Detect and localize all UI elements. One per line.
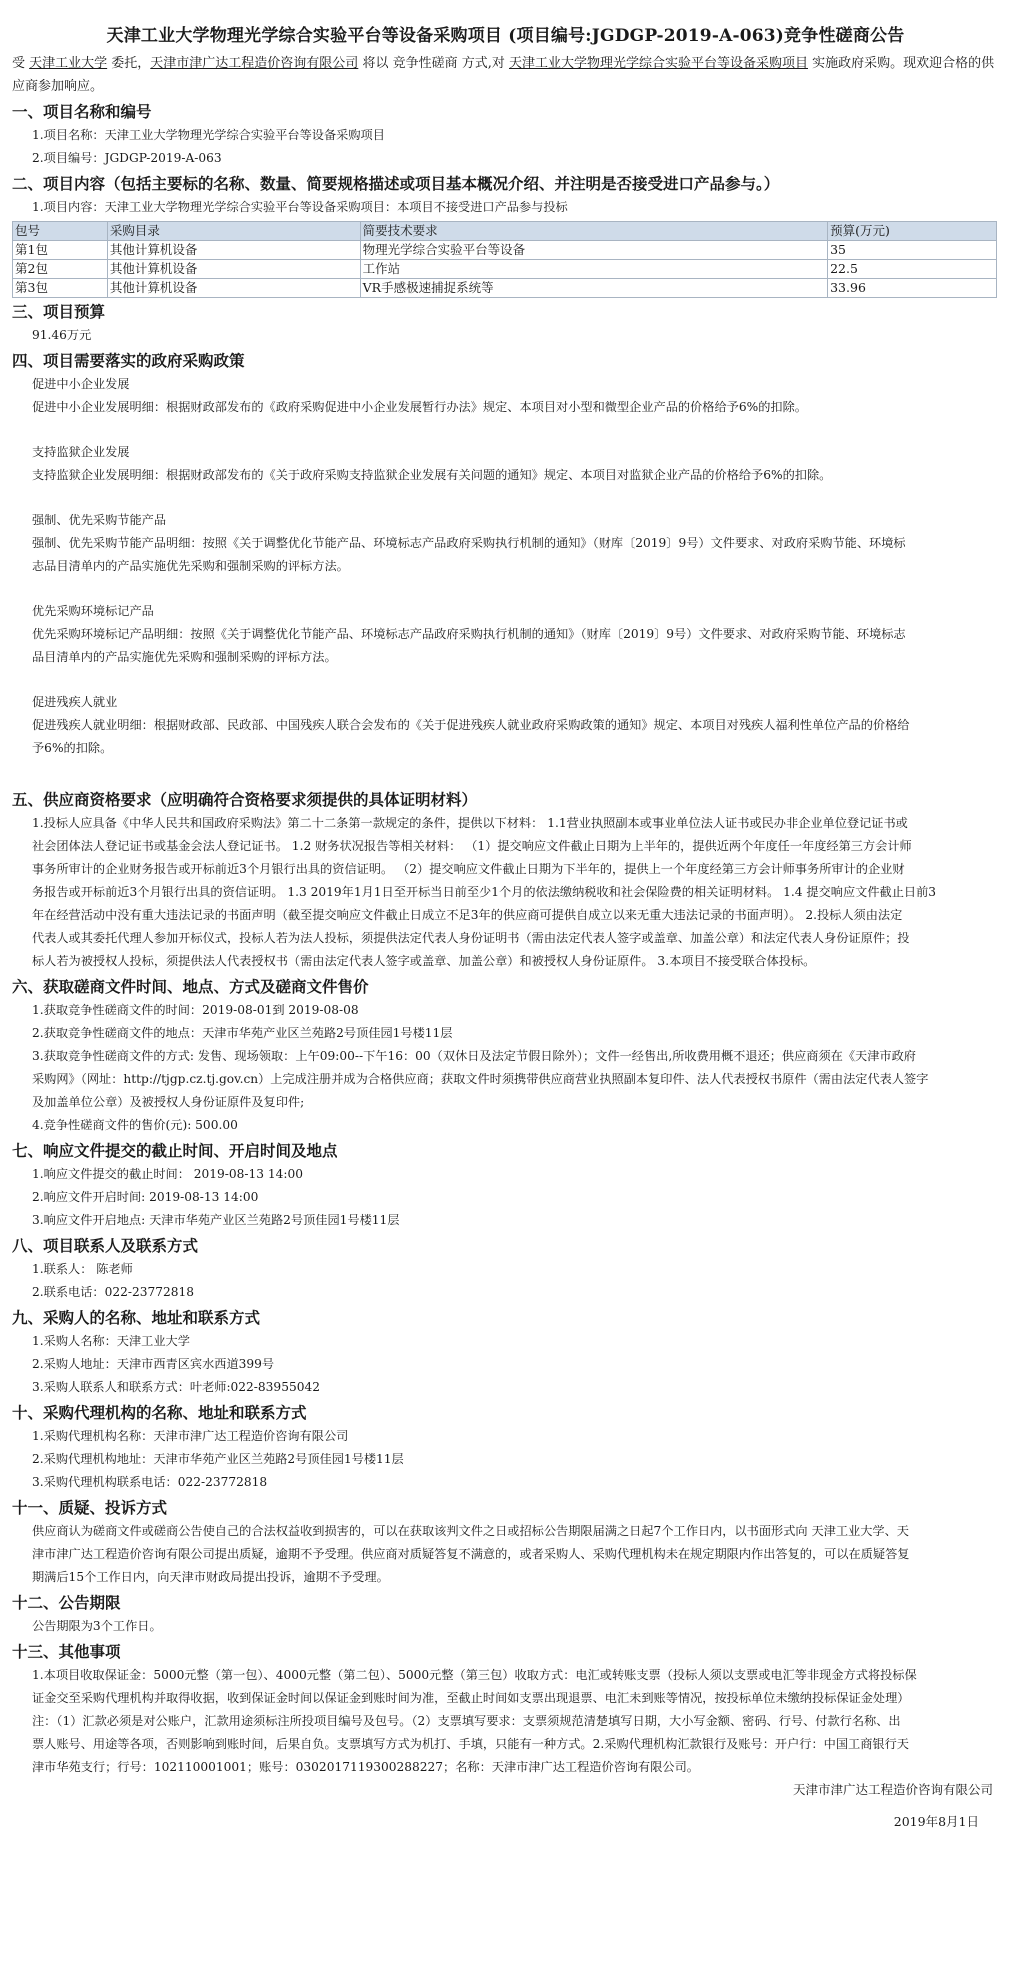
- table-cell: VR手感极速捕捉系统等: [360, 279, 827, 298]
- section-line: 3.采购人联系人和联系方式：叶老师:022-83955042: [32, 1380, 320, 1394]
- section-line: 1.采购人名称：天津工业大学: [32, 1334, 190, 1348]
- table-cell: 物理光学综合实验平台等设备: [360, 241, 827, 260]
- policy-title: 支持监狱企业发展: [32, 445, 130, 459]
- section-heading: 三、项目预算: [12, 302, 106, 321]
- section-line: 1.项目内容：天津工业大学物理光学综合实验平台等设备采购项目：本项目不接受进口产品参与投标: [32, 200, 568, 214]
- section-line: 2.联系电话：022-23772818: [32, 1285, 194, 1299]
- section-line: 2.采购代理机构地址：天津市华苑产业区兰苑路2号顶佳园1号楼11层: [32, 1452, 404, 1466]
- policy-title: 促进中小企业发展: [32, 377, 130, 391]
- section-heading: 十、采购代理机构的名称、地址和联系方式: [12, 1403, 307, 1422]
- section-line: 1.联系人： 陈老师: [32, 1262, 133, 1276]
- section-heading: 一、项目名称和编号: [12, 102, 152, 121]
- intro-paragraph: [12, 52, 999, 98]
- table-cell: 33.96: [828, 279, 997, 298]
- section-line: 1.响应文件提交的截止时间： 2019-08-13 14:00: [32, 1167, 304, 1181]
- table-header-row: [13, 222, 997, 241]
- policy-title: 优先采购环境标记产品: [32, 604, 154, 618]
- table-cell: 其他计算机设备: [107, 260, 360, 279]
- table-row: [13, 279, 997, 298]
- intro-text: 实施政府采购。现欢迎合格的供应商参加响应。: [12, 56, 995, 94]
- section-line: 4.竞争性磋商文件的售价(元): 500.00: [32, 1118, 238, 1132]
- table-cell: 第3包: [13, 279, 108, 298]
- table-cell: 其他计算机设备: [107, 241, 360, 260]
- section-line: 2.项目编号：JGDGP-2019-A-063: [32, 151, 222, 165]
- section-line: 津市津广达工程造价咨询有限公司提出质疑，逾期不予受理。供应商对质疑答复不满意的，或者采购人、采购代理机构未在规定期限内作出答复的，可以在质疑答复: [32, 1547, 910, 1561]
- section-line: 年在经营活动中没有重大违法记录的书面声明（截至提交响应文件截止日成立不足3年的供应商可提供自成立以来无重大违法记录的书面声明）。 2.投标人须由法定: [32, 908, 903, 922]
- section-heading: 七、响应文件提交的截止时间、开启时间及地点: [12, 1141, 338, 1160]
- table-cell: 工作站: [360, 260, 827, 279]
- section-line: 及加盖单位公章）及被授权人身份证原件及复印件;: [32, 1095, 305, 1109]
- policy-detail: 支持监狱企业发展明细：根据财政部发布的《关于政府采购支持监狱企业发展有关问题的通知》规定、本项目对监狱企业产品的价格给予6%的扣除。: [32, 468, 832, 482]
- section-line: 1.采购代理机构名称：天津市津广达工程造价咨询有限公司: [32, 1429, 349, 1443]
- table-header-cell: 简要技术要求: [360, 222, 827, 241]
- section-line: 3.获取竞争性磋商文件的方式: 发售、现场领取：上午09:00--下午16：00（双休日及法定节假日除外）；文件一经售出,所收费用概不退还；供应商须在《天津市政府: [32, 1049, 916, 1063]
- table-header-cell: 预算(万元): [828, 222, 997, 241]
- policy-detail: 促进中小企业发展明细：根据财政部发布的《政府采购促进中小企业发展暂行办法》规定、本项目对小型和微型企业产品的价格给予6%的扣除。: [32, 400, 807, 414]
- client-name: 天津工业大学: [29, 56, 108, 71]
- section-line: 1.投标人应具备《中华人民共和国政府采购法》第二十二条第一款规定的条件，提供以下材料： 1.1营业执照副本或事业单位法人证书或民办非企业单位登记证书或: [32, 816, 908, 830]
- section-line: 供应商认为磋商文件或磋商公告使自己的合法权益收到损害的，可以在获取该判文件之日或招标公告期限届满之日起7个工作日内，以书面形式向 天津工业大学、天: [32, 1524, 909, 1538]
- section-line: 3.采购代理机构联系电话：022-23772818: [32, 1475, 268, 1489]
- section-heading: 十三、其他事项: [12, 1642, 121, 1661]
- section-line: 2.响应文件开启时间: 2019-08-13 14:00: [32, 1190, 259, 1204]
- policy-title: 强制、优先采购节能产品: [32, 513, 167, 527]
- section-line: 1.本项目收取保证金：5000元整（第一包）、4000元整（第二包）、5000元整（第三包）收取方式：电汇或转账支票（投标人须以支票或电汇等非现金方式将投标保: [32, 1668, 917, 1682]
- section-line: 2.采购人地址：天津市西青区宾水西道399号: [32, 1357, 275, 1371]
- section-line: 1.获取竞争性磋商文件的时间：2019-08-01到 2019-08-08: [32, 1003, 359, 1017]
- section-line: 票人账号、用途等各项，否则影响到账时间，后果自负。支票填写方式为机打、手填，只能有一种方式。2.采购代理机构汇款银行及账号：开户行：中国工商银行天: [32, 1737, 909, 1751]
- agent-name: 天津市津广达工程造价咨询有限公司: [150, 56, 359, 71]
- policy-detail: 促进残疾人就业明细：根据财政部、民政部、中国残疾人联合会发布的《关于促进残疾人就业政府采购政策的通知》规定、本项目对残疾人福利性单位产品的价格给: [32, 718, 910, 732]
- section-heading: 十一、质疑、投诉方式: [12, 1498, 168, 1517]
- table-cell: 22.5: [828, 260, 997, 279]
- signature-date: 2019年8月1日: [893, 1814, 979, 1829]
- policy-detail: 强制、优先采购节能产品明细：按照《关于调整优化节能产品、环境标志产品政府采购执行机制的通知》（财库〔2019〕9号）文件要求、对政府采购节能、环境标: [32, 536, 906, 550]
- section-line: 务报告或开标前近3个月银行出具的资信证明。 1.3 2019年1月1日至开标当日前至少1个月的依法缴纳税收和社会保险费的相关证明材料。 1.4 提交响应文件截止日前3: [32, 885, 937, 899]
- section-line: 注：（1）汇款必须是对公账户，汇款用途须标注所投项目编号及包号。（2）支票填写要求：支票须规范清楚填写日期，大小写金额、密码、行号、付款行名称、出: [32, 1714, 901, 1728]
- section-line: 采购网》（网址：http://tjgp.cz.tj.gov.cn）上完成注册并成为合格供应商；获取文件时须携带供应商营业执照副本复印件、法人代表授权书原件（需由法定代表人签字: [32, 1072, 929, 1086]
- policy-detail: 予6%的扣除。: [32, 741, 113, 755]
- policy-detail: 志品目清单内的产品实施优先采购和强制采购的评标方法。: [32, 559, 349, 573]
- table-cell: 第1包: [13, 241, 108, 260]
- policy-detail: 品目清单内的产品实施优先采购和强制采购的评标方法。: [32, 650, 337, 664]
- section-line: 事务所审计的企业财务报告或开标前近3个月银行出具的资信证明。 （2）提交响应文件截止日期为下半年的，提供上一个年度经第三方会计师事务所审计的企业财: [32, 862, 905, 876]
- section-heading: 十二、公告期限: [12, 1593, 121, 1612]
- package-table: [12, 221, 997, 298]
- section-heading: 九、采购人的名称、地址和联系方式: [12, 1308, 261, 1327]
- policy-title: 促进残疾人就业: [32, 695, 118, 709]
- table-header-cell: 包号: [13, 222, 108, 241]
- table-cell: 第2包: [13, 260, 108, 279]
- section-line: 社会团体法人登记证书或基金会法人登记证书。 1.2 财务状况报告等相关材料： （1）提交响应文件截止日期为上半年的，提供近两个年度任一年度经第三方会计师: [32, 839, 912, 853]
- section-line: 期满后15个工作日内，向天津市财政局提出投诉，逾期不予受理。: [32, 1570, 389, 1584]
- section-line: 1.项目名称：天津工业大学物理光学综合实验平台等设备采购项目: [32, 128, 385, 142]
- budget-amount: 91.46万元: [32, 328, 92, 342]
- section-line: 津市华苑支行；行号：102110001001；账号：0302017119300288227；名称：天津市津广达工程造价咨询有限公司。: [32, 1760, 699, 1774]
- table-row: [13, 260, 997, 279]
- table-row: [13, 241, 997, 260]
- section-heading: 八、项目联系人及联系方式: [12, 1236, 199, 1255]
- section-heading: 四、项目需要落实的政府采购政策: [12, 351, 245, 370]
- page-title: 天津工业大学物理光学综合实验平台等设备采购项目 (项目编号:JGDGP-2019-A-063)竞争性磋商公告: [106, 26, 905, 46]
- section-line: 3.响应文件开启地点: 天津市华苑产业区兰苑路2号顶佳园1号楼11层: [32, 1213, 400, 1227]
- table-cell: 35: [828, 241, 997, 260]
- table-cell: 其他计算机设备: [107, 279, 360, 298]
- section-heading: 五、供应商资格要求（应明确符合资格要求须提供的具体证明材料）: [12, 790, 478, 809]
- section-line: 2.获取竞争性磋商文件的地点：天津市华苑产业区兰苑路2号顶佳园1号楼11层: [32, 1026, 453, 1040]
- intro-text: 受: [12, 56, 30, 71]
- signature-org: 天津市津广达工程造价咨询有限公司: [792, 1782, 993, 1797]
- section-line: 公告期限为3个工作日。: [32, 1619, 162, 1633]
- policy-detail: 优先采购环境标记产品明细：按照《关于调整优化节能产品、环境标志产品政府采购执行机制的通知》（财库〔2019〕9号）文件要求、对政府采购节能、环境标志: [32, 627, 906, 641]
- section-line: 代表人或其委托代理人参加开标仪式，投标人若为法人投标，须提供法定代表人身份证明书（需由法定代表人签字或盖章、加盖公章）和法定代表人身份证原件；投: [32, 931, 910, 945]
- section-heading: 二、项目内容（包括主要标的名称、数量、简要规格描述或项目基本概况介绍、并注明是否接受进口产品参与。）: [12, 174, 780, 193]
- intro-text: 委托，: [107, 56, 151, 71]
- table-header-cell: 采购目录: [107, 222, 360, 241]
- project-name: 天津工业大学物理光学综合实验平台等设备采购项目: [508, 56, 808, 71]
- section-line: 证金交至采购代理机构并取得收据，收到保证金时间以保证金到账时间为准，至截止时间如支票出现退票、电汇未到账等情况，按投标单位未缴纳投标保证金处理）: [32, 1691, 910, 1705]
- section-line: 标人若为被授权人投标，须提供法人代表授权书（需由法定代表人签字或盖章、加盖公章）和被授权人身份证原件。 3.本项目不接受联合体投标。: [32, 954, 816, 968]
- intro-text: 将以 竞争性磋商 方式,对: [358, 56, 509, 71]
- section-heading: 六、获取磋商文件时间、地点、方式及磋商文件售价: [12, 977, 369, 996]
